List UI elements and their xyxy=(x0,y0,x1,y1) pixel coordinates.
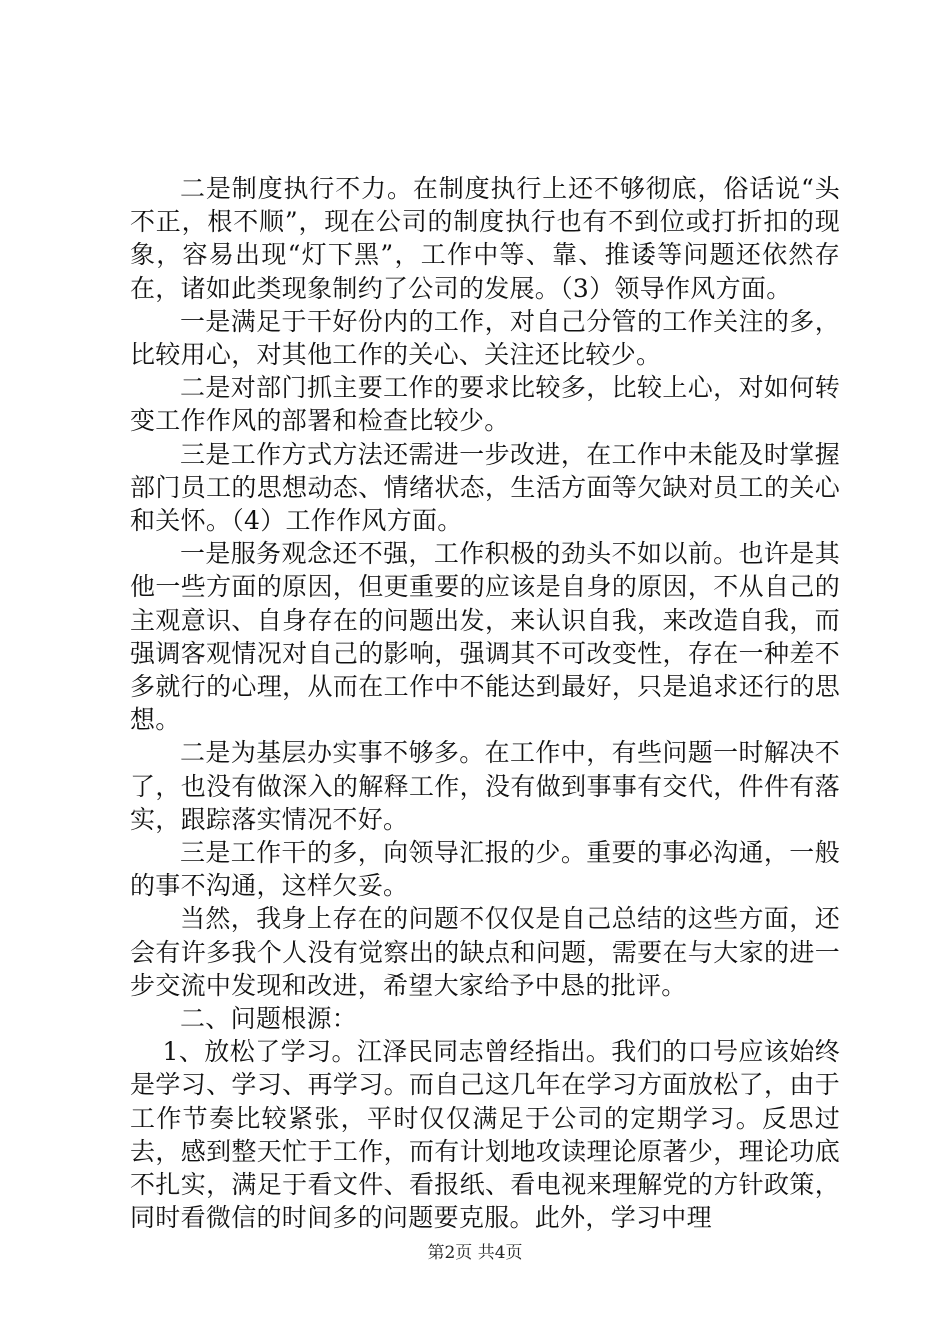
section-heading: 二、问题根源： xyxy=(180,1004,358,1034)
paragraph: 一是服务观念还不强，工作积极的劲头不如以前。也许是其他一些方面的原因，但更重要的应该是自身的原因，不从自己的主观意识、自身存在的问题出发，来认识自我，来改造自我，而强调客观情况对自己的影响，强调其不可改变性，存在一种差不多就行的心理，从而在工作中不能达到最好，只是追求还行的思想。 xyxy=(130,539,840,735)
paragraph: 1、放松了学习。江泽民同志曾经指出。我们的口号应该始终是学习、学习、再学习。而自己这几年在学习方面放松了，由于工作节奏比较紧张，平时仅仅满足于公司的定期学习。反思过去，感到整天忙于工作，而有计划地攻读理论原著少，理论功底不扎实，满足于看文件、看报纸、看电视来理解党的方针政策，同时看微信的时间多的问题要克服。此外，学习中理 xyxy=(130,1037,840,1233)
paragraph: 三是工作干的多，向领导汇报的少。重要的事必沟通，一般的事不沟通，这样欠妥。 xyxy=(130,838,840,901)
paragraph: 当然，我身上存在的问题不仅仅是自己总结的这些方面，还会有许多我个人没有觉察出的缺点和问题，需要在与大家的进一步交流中发现和改进，希望大家给予中恳的批评。 xyxy=(130,904,840,1000)
paragraph: 三是工作方式方法还需进一步改进，在工作中未能及时掌握部门员工的思想动态、情绪状态，生活方面等欠缺对员工的关心和关怀。（4）工作作风方面。 xyxy=(130,439,840,536)
document-body xyxy=(130,172,840,1235)
page-footer: 第2页 共4页 xyxy=(427,1243,523,1263)
paragraph: 一是满足于干好份内的工作，对自己分管的工作关注的多，比较用心，对其他工作的关心、关注还比较少。 xyxy=(130,306,840,370)
paragraph: 二是为基层办实事不够多。在工作中，有些问题一时解决不了，也没有做深入的解释工作，没有做到事事有交代，件件有落实，跟踪落实情况不好。 xyxy=(130,738,840,834)
paragraph: 二是制度执行不力。在制度执行上还不够彻底，俗话说“头不正，根不顺”，现在公司的制度执行也有不到位或打折扣的现象，容易出现“灯下黑”，工作中等、靠、推诿等问题还依然存在，诸如此类现象制约了公司的发展。（3）领导作风方面。 xyxy=(130,174,840,303)
paragraph: 二是对部门抓主要工作的要求比较多，比较上心，对如何转变工作作风的部署和检查比较少。 xyxy=(130,373,840,436)
